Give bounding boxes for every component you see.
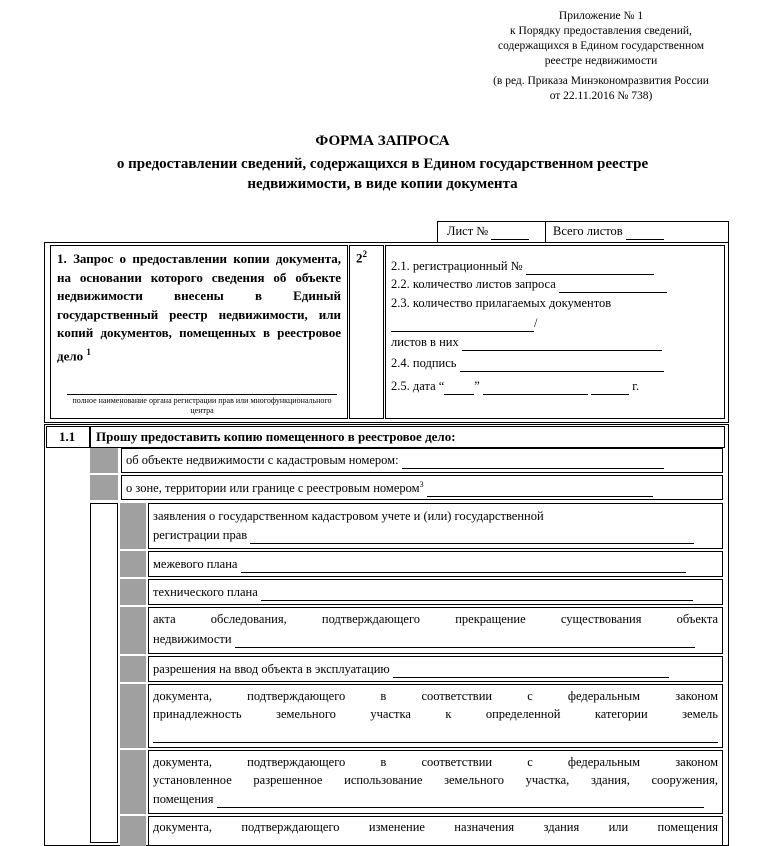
checkbox[interactable]	[120, 607, 146, 654]
doc-application-label: заявления о государственном кадастровом учете и (или) государственной	[153, 509, 544, 523]
attached-docs-field[interactable]	[391, 316, 534, 332]
appendix-line: Приложение № 1	[558, 10, 644, 22]
doc-inspection-act-field[interactable]	[235, 632, 695, 648]
doc-purpose-change-label: документа, подтверждающего изменение назначения здания или помещения	[153, 820, 718, 834]
section1-caption: полное наименование органа регистрации прав или многофункционального центра	[72, 396, 332, 415]
cadastral-number-field[interactable]	[402, 453, 664, 469]
sheets-in-label: листов в них	[391, 335, 459, 349]
doc-technical-plan-field[interactable]	[261, 585, 693, 601]
document-option-row	[120, 551, 723, 577]
section1-text: 1. Запрос о предоставлении копии документа, на основании которого сведения об объекте недвижимости внесены в Единый государственный реестр недвижимости, или копий документов, помещенных в реестровое дело $^1$	[57, 251, 341, 363]
doc-land-category-label-2: принадлежность земельного участка к определенной категории земель	[153, 707, 718, 721]
doc-survey-plan-label: межевого плана	[153, 557, 238, 571]
checkbox[interactable]	[90, 475, 118, 500]
sheet-box	[437, 221, 729, 243]
option-row	[90, 448, 723, 473]
registry-number-field[interactable]	[427, 481, 653, 497]
footnote-2: 2	[362, 249, 367, 259]
doc-technical-plan-label: технического плана	[153, 585, 258, 599]
doc-permitted-use-label-3: помещения	[153, 792, 214, 806]
checkbox[interactable]	[120, 579, 146, 605]
total-sheets-label: Всего листов	[553, 224, 623, 238]
option-cadastral-label: об объекте недвижимости с кадастровым номером:	[126, 453, 399, 467]
total-sheets-field[interactable]	[626, 224, 664, 240]
date-year-field[interactable]	[591, 379, 629, 395]
form-subtitle: о предоставлении сведений, содержащихся в Едином государственном реестре	[116, 156, 649, 172]
section2-num-box	[349, 245, 384, 419]
sheet-number-label: Лист №	[447, 224, 489, 238]
signature-label: 2.4. подпись	[391, 356, 457, 370]
form-title: ФОРМА ЗАПРОСА	[315, 133, 450, 149]
footnote-3: 3	[419, 480, 424, 489]
section11-title: Прошу предоставить копию помещенного в реестровое дело:	[96, 429, 456, 444]
option-zone-label: о зоне, территории или границе с реестровым номером	[126, 481, 420, 496]
doc-permitted-use-label-2: установленное разрешенное использование земельного участка, здания, сооружения,	[153, 773, 718, 787]
document-option-row	[120, 684, 723, 748]
doc-inspection-act-label-2: недвижимости	[153, 632, 232, 646]
reg-number-field[interactable]	[526, 259, 654, 275]
attached-docs-label: 2.3. количество прилагаемых документов	[391, 296, 612, 310]
sheet-number-field[interactable]	[491, 224, 529, 240]
form-subtitle: недвижимости, в виде копии документа	[247, 176, 518, 192]
checkbox[interactable]	[90, 448, 118, 473]
doc-land-category-field[interactable]	[153, 742, 718, 743]
request-sheets-label: 2.2. количество листов запроса	[391, 277, 556, 291]
doc-permitted-use-label: документа, подтверждающего в соответствии с федеральным законом	[153, 755, 718, 769]
document-option-row	[120, 816, 723, 846]
request-sheets-field[interactable]	[559, 277, 667, 293]
section2-box	[385, 245, 725, 419]
doc-survey-plan-field[interactable]	[241, 557, 686, 573]
section11-number: 1.1	[59, 429, 76, 444]
option-row	[90, 475, 723, 500]
signature-field[interactable]	[460, 356, 664, 372]
appendix-line: содержащихся в Едином государственном	[497, 40, 704, 52]
appendix-line: от 22.11.2016 № 738)	[549, 90, 653, 102]
date-quote: ”	[474, 379, 480, 393]
document-option-row	[120, 656, 723, 682]
checkbox[interactable]	[120, 551, 146, 577]
document-option-row	[120, 503, 723, 549]
reg-number-label: 2.1. регистрационный №	[391, 259, 523, 273]
document-option-row	[120, 750, 723, 814]
checkbox[interactable]	[120, 684, 146, 748]
checkbox[interactable]	[120, 750, 146, 814]
appendix-block	[440, 9, 762, 104]
slash-separator: /	[534, 316, 538, 330]
footnote-1: 1	[86, 346, 91, 357]
organ-name-field[interactable]	[67, 394, 337, 395]
document-option-row	[120, 579, 723, 605]
doc-inspection-act-label: акта обследования, подтверждающего прекращение существования объекта	[153, 612, 718, 626]
sub-list-spacer	[90, 503, 118, 843]
checkbox[interactable]	[120, 656, 146, 682]
section2-number: 2	[356, 250, 363, 266]
doc-permit-field[interactable]	[393, 662, 669, 678]
checkbox[interactable]	[120, 816, 146, 846]
appendix-line: (в ред. Приказа Минэкономразвития России	[493, 75, 709, 87]
document-option-row	[120, 607, 723, 654]
section11-num-cell	[46, 426, 90, 448]
date-label: 2.5. дата “	[391, 379, 445, 393]
date-month-field[interactable]	[483, 379, 588, 395]
doc-application-label-2: регистрации прав	[153, 528, 248, 542]
sheets-in-field[interactable]	[462, 335, 662, 351]
doc-permitted-use-field[interactable]	[217, 792, 704, 808]
appendix-line: реестре недвижимости	[544, 55, 658, 67]
doc-permit-label: разрешения на ввод объекта в эксплуатацию	[153, 662, 390, 676]
doc-application-field[interactable]	[250, 528, 694, 544]
section11-title-cell	[90, 426, 725, 448]
year-label: г.	[632, 379, 640, 393]
section1-box	[50, 245, 348, 419]
appendix-line: к Порядку предоставления сведений,	[510, 25, 692, 37]
checkbox[interactable]	[120, 503, 146, 549]
date-day-field[interactable]	[444, 379, 474, 395]
doc-land-category-label: документа, подтверждающего в соответствии с федеральным законом	[153, 689, 718, 703]
